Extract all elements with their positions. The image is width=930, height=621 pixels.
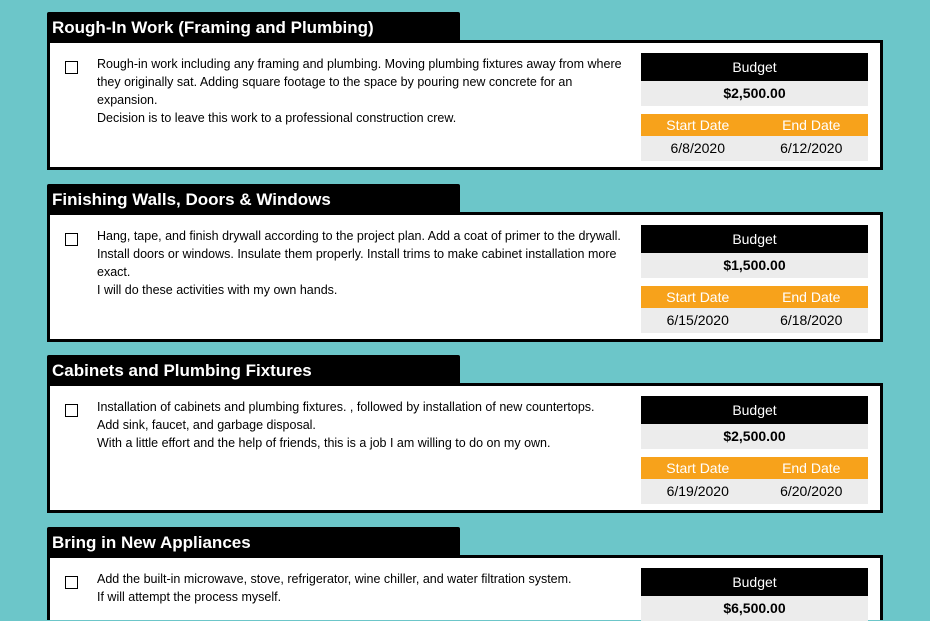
task-checkbox[interactable] [65,404,78,417]
budget-panel [641,568,868,621]
description-line: With a little effort and the help of friends, this is a job I am willing to do on my own. [97,436,551,450]
task-card [47,383,883,513]
budget-label: Budget [641,225,868,253]
budget-value: $2,500.00 [641,81,868,106]
budget-panel [641,396,868,504]
end-date-value: 6/18/2020 [780,312,843,328]
task-checkbox[interactable] [65,61,78,74]
start-date-label: Start Date [666,117,730,133]
description-line: Add the built-in microwave, stove, refrigerator, wine chiller, and water filtration system. [97,572,572,586]
task-checkbox[interactable] [65,576,78,589]
description-line: Hang, tape, and finish drywall according to the project plan. Add a coat of primer to the drywall. [97,229,621,243]
task-card [47,40,883,170]
date-header-row [641,286,868,308]
date-header-row [641,114,868,136]
budget-panel [641,225,868,333]
section-title: Bring in New Appliances [47,527,460,558]
description-line: Install doors or windows. Insulate them properly. Install trims to make cabinet installation more exact. [97,247,617,279]
task-checkbox[interactable] [65,233,78,246]
start-date-label: Start Date [666,460,730,476]
budget-value: $6,500.00 [641,596,868,621]
task-description [97,570,627,606]
description-line: Add sink, faucet, and garbage disposal. [97,418,316,432]
task-description [97,227,627,299]
section-title: Cabinets and Plumbing Fixtures [47,355,460,386]
budget-label: Budget [641,53,868,81]
date-header-row [641,457,868,479]
description-line: Rough-in work including any framing and plumbing. Moving plumbing fixtures away from where they originally sat. Adding square footage to the space by pouring new concrete for an expansion. [97,57,622,107]
end-date-label: End Date [782,460,841,476]
task-card [47,555,883,620]
start-date-label: Start Date [666,289,730,305]
section-title: Finishing Walls, Doors & Windows [47,184,460,215]
task-description [97,55,627,127]
section-title: Rough-In Work (Framing and Plumbing) [47,12,460,43]
task-card [47,212,883,342]
end-date-value: 6/20/2020 [780,483,843,499]
date-value-row [641,136,868,161]
description-line: Decision is to leave this work to a professional construction crew. [97,111,457,125]
date-panel [641,457,868,504]
start-date-value: 6/19/2020 [666,483,729,499]
start-date-value: 6/15/2020 [666,312,729,328]
description-line: Installation of cabinets and plumbing fixtures. , followed by installation of new countertops. [97,400,595,414]
description-line: I will do these activities with my own hands. [97,283,338,297]
budget-panel [641,53,868,161]
end-date-label: End Date [782,117,841,133]
end-date-value: 6/12/2020 [780,140,843,156]
description-line: If will attempt the process myself. [97,590,282,604]
task-description [97,398,627,452]
end-date-label: End Date [782,289,841,305]
budget-value: $1,500.00 [641,253,868,278]
budget-value: $2,500.00 [641,424,868,449]
budget-label: Budget [641,396,868,424]
date-panel [641,114,868,161]
budget-label: Budget [641,568,868,596]
date-panel [641,286,868,333]
date-value-row [641,308,868,333]
date-value-row [641,479,868,504]
start-date-value: 6/8/2020 [670,140,725,156]
